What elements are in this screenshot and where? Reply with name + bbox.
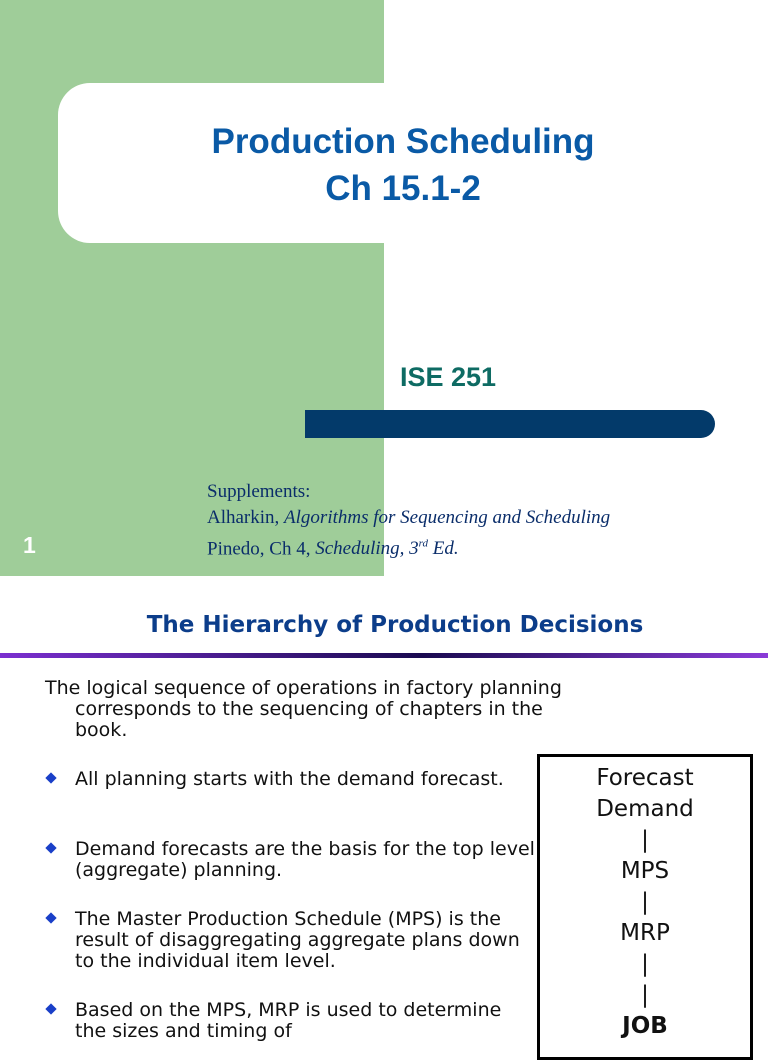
slide-number: 1 [23, 532, 36, 558]
bullet-text: Based on the MPS, MRP is used to determine the sizes and timing of [75, 999, 502, 1042]
supplements-block [207, 479, 610, 562]
bullet-item [75, 1000, 535, 1042]
ref1-author: Alharkin, [207, 507, 285, 528]
hierarchy-separator: | [641, 951, 649, 977]
supplement-ref-1 [207, 505, 610, 531]
hierarchy-separator: | [641, 827, 649, 853]
slide2-title: The Hierarchy of Production Decisions [146, 612, 644, 638]
ref1-title: Algorithms for Sequencing and Scheduling [284, 507, 611, 528]
hierarchy-forecast: Forecast [596, 765, 694, 791]
hierarchy-separator: | [641, 982, 649, 1008]
ref2-sup: rd [418, 538, 429, 550]
bullet-item [75, 769, 535, 790]
hierarchy-mps: MPS [620, 858, 670, 884]
intro-text: The logical sequence of operations in factory planning corresponds to the sequencing of chapters in the book. [45, 677, 562, 741]
hierarchy-separator: | [641, 889, 649, 915]
title-line-2: Ch 15.1-2 [325, 169, 481, 208]
bullet-text: All planning starts with the demand forecast. [75, 768, 504, 790]
ref2-author: Pinedo, Ch 4, [207, 538, 316, 560]
diamond-bullet-icon [45, 1003, 56, 1014]
supplements-label: Supplements: [207, 481, 311, 502]
ref2-title: Scheduling, 3 [315, 538, 419, 560]
diamond-bullet-icon [45, 772, 56, 783]
title-divider [0, 653, 768, 658]
hierarchy-mrp: MRP [620, 920, 670, 946]
diamond-bullet-icon [45, 842, 56, 853]
title-line-1: Production Scheduling [211, 122, 595, 161]
supplement-ref-2 [207, 531, 610, 562]
hierarchy-list [540, 763, 750, 1042]
bullet-text: The Master Production Schedule (MPS) is the result of disaggregating aggregate plans down to the individual item level. [75, 908, 520, 972]
course-code: ISE 251 [400, 362, 497, 392]
decorative-bar [305, 410, 715, 438]
ref2-ed: Ed. [428, 538, 459, 560]
bullet-item [75, 839, 535, 881]
diamond-bullet-icon [45, 912, 56, 923]
bullet-item [75, 909, 535, 972]
hierarchy-demand: Demand [596, 796, 694, 822]
hierarchy-box [537, 754, 753, 1060]
slide-title [58, 118, 748, 212]
hierarchy-job: JOB [622, 1013, 668, 1039]
bullet-text: Demand forecasts are the basis for the top level (aggregate) planning. [75, 838, 535, 881]
hierarchy-slide [0, 596, 768, 1042]
